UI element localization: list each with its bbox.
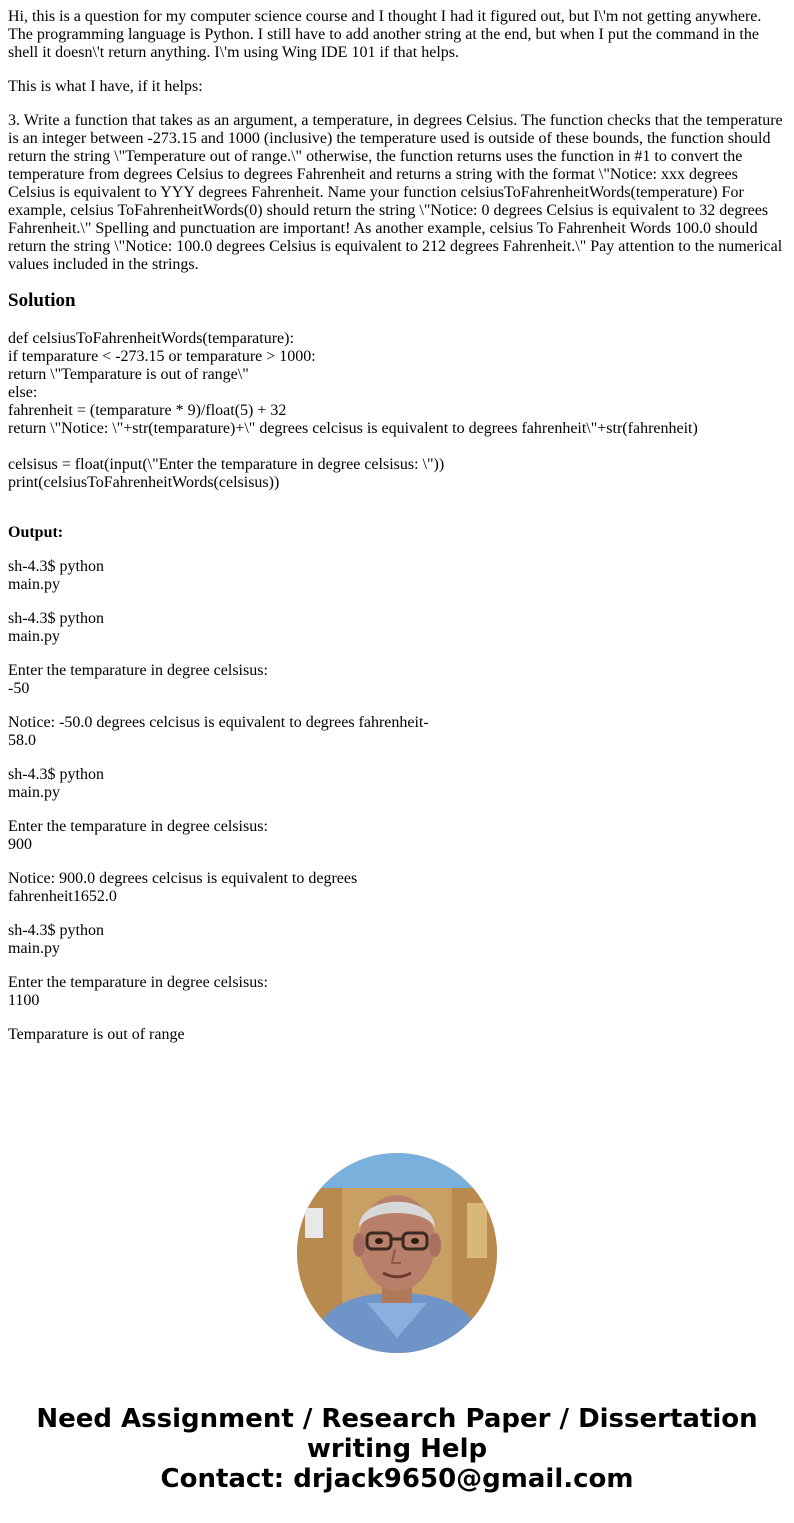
output-entry xyxy=(8,870,786,906)
code-line: print(celsiusToFahrenheitWords(celsisus)) xyxy=(8,474,280,491)
output-label: Output: xyxy=(8,524,64,541)
document-content xyxy=(8,8,786,1060)
output-entry xyxy=(8,766,786,802)
output-entry xyxy=(8,818,786,854)
output-line: sh-4.3$ python xyxy=(8,922,104,939)
question-task: 3. Write a function that takes as an argument, a temperature, in degrees Celsius. The function checks that the temperature is an integer between -273.15 and 1000 (inclusive) the temperature used is outside of these bounds, the function should return the string \"Temperature out of range.\" otherwise, the function returns uses the function in #1 to convert the temperature from degrees Celsius to degrees Fahrenheit and returns a string with the format \"Notice: xxx degrees Celsius is equivalent to YYY degrees Fahrenheit. Name your function celsiusToFahrenheitWords(temperature) For example, celsius ToFahrenheitWords(0) should return the string \"Notice: 0 degrees Celsius is equivalent to 32 degrees Fahrenheit.\" Spelling and punctuation are important! As another example, celsius To Fahrenheit Words 100.0 should return the string \"Notice: 100.0 degrees Celsius is equivalent to 212 degrees Fahrenheit.\" Pay attention to the numerical values included in the strings. xyxy=(8,112,783,273)
question-lead: This is what I have, if it helps: xyxy=(8,78,203,95)
output-line: Notice: 900.0 degrees celcisus is equivalent to degrees xyxy=(8,870,358,887)
output-line: -50 xyxy=(8,680,30,697)
output-line: 900 xyxy=(8,836,32,853)
output-line: main.py xyxy=(8,628,60,645)
output-line: 58.0 xyxy=(8,732,36,749)
output-line: fahrenheit1652.0 xyxy=(8,888,117,905)
footer-contact: Contact: drjack9650@gmail.com xyxy=(160,1464,634,1494)
output-entry xyxy=(8,558,786,594)
output-line: 1100 xyxy=(8,992,40,1009)
solution-heading: Solution xyxy=(8,290,76,311)
code-line: def celsiusToFahrenheitWords(temparature): xyxy=(8,330,294,347)
output-entry xyxy=(8,922,786,958)
code-line xyxy=(8,438,786,456)
output-entry xyxy=(8,974,786,1010)
output-line: main.py xyxy=(8,576,60,593)
output-line: Temparature is out of range xyxy=(8,1026,185,1043)
code-line: fahrenheit = (temparature * 9)/float(5) + 32 xyxy=(8,402,287,419)
output-line: sh-4.3$ python xyxy=(8,766,104,783)
output-line: Enter the temparature in degree celsisus: xyxy=(8,818,268,835)
author-photo xyxy=(297,1153,497,1353)
output-line: sh-4.3$ python xyxy=(8,558,104,575)
author-portrait-image xyxy=(297,1153,497,1353)
output-line: main.py xyxy=(8,784,60,801)
footer-advert xyxy=(0,1404,794,1494)
output-line: sh-4.3$ python xyxy=(8,610,104,627)
code-line: return \"Temparature is out of range\" xyxy=(8,366,249,383)
footer-line: Need Assignment / Research Paper / Dissertation xyxy=(36,1404,758,1434)
output-entry xyxy=(8,1026,786,1044)
code-line: if temparature < -273.15 or temparature > 1000: xyxy=(8,348,316,365)
code-line: celsisus = float(input(\"Enter the temparature in degree celsisus: \")) xyxy=(8,456,445,473)
code-line: return \"Notice: \"+str(temparature)+\" degrees celcisus is equivalent to degrees fahrenheit\"+str(fahrenheit) xyxy=(8,420,698,437)
output-entry xyxy=(8,662,786,698)
footer-line: writing Help xyxy=(306,1434,488,1464)
output-line: Enter the temparature in degree celsisus: xyxy=(8,662,268,679)
solution-code xyxy=(8,330,786,492)
code-line: else: xyxy=(8,384,38,401)
output-entry xyxy=(8,610,786,646)
output-entry xyxy=(8,714,786,750)
output-line: main.py xyxy=(8,940,60,957)
question-intro: Hi, this is a question for my computer science course and I thought I had it figured out, but I\'m not getting anywhere. The programming language is Python. I still have to add another string at the end, but when I put the command in the shell it doesn\'t return anything. I\'m using Wing IDE 101 if that helps. xyxy=(8,8,762,61)
output-line: Enter the temparature in degree celsisus: xyxy=(8,974,268,991)
output-line: Notice: -50.0 degrees celcisus is equivalent to degrees fahrenheit- xyxy=(8,714,429,731)
